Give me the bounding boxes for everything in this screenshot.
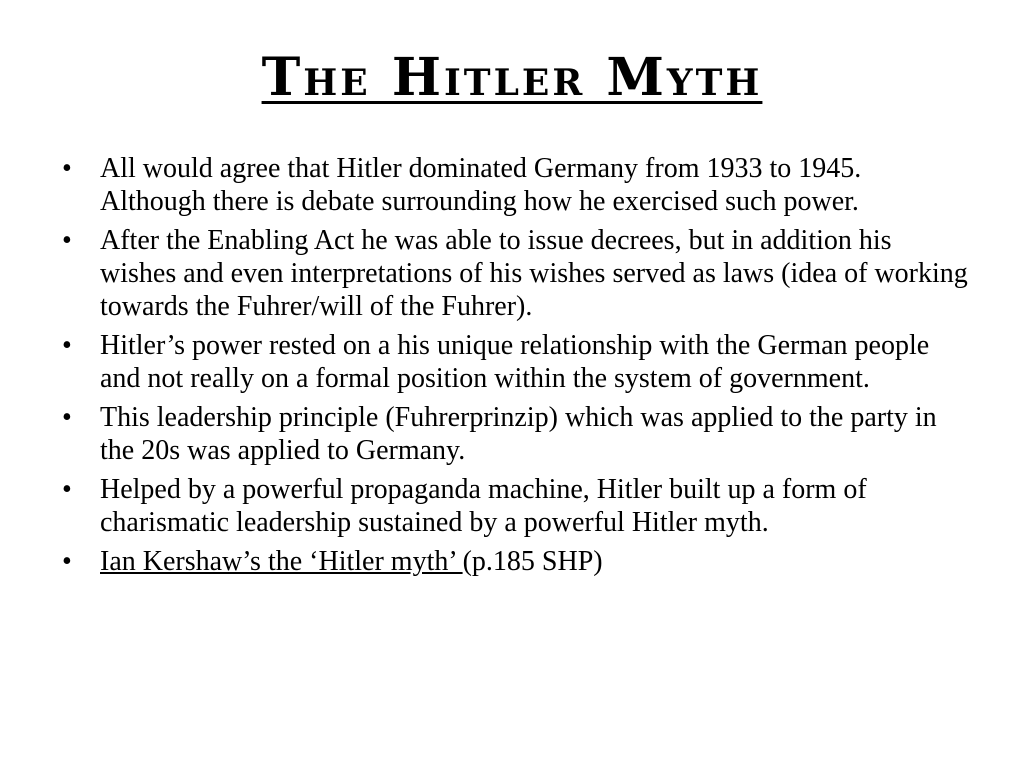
bullet-item	[62, 473, 972, 539]
bullet-dot-icon: •	[62, 330, 72, 361]
bullet-dot-icon: •	[62, 153, 72, 184]
bullet-list	[62, 152, 972, 584]
bullet-dot-icon: •	[62, 402, 72, 433]
bullet-item	[62, 329, 972, 395]
bullet-dot-icon: •	[62, 546, 72, 577]
bullet-text: This leadership principle (Fuhrerprinzip) which was applied to the party in the 20s was applied to Germany.	[100, 402, 937, 466]
bullet-item	[62, 401, 972, 467]
reference-page-text: (p.185 SHP)	[462, 546, 603, 577]
bullet-item	[62, 152, 972, 218]
slide-title: The Hitler Myth	[261, 47, 763, 108]
bullet-text: All would agree that Hitler dominated Germany from 1933 to 1945. Although there is debate surrounding how he exercised such power.	[100, 153, 862, 217]
reference-item	[62, 545, 972, 578]
bullet-text: Hitler’s power rested on a his unique relationship with the German people and not really on a formal position within the system of government.	[100, 330, 930, 394]
bullet-item	[62, 224, 972, 323]
reference-link[interactable]: Ian Kershaw’s the ‘Hitler myth’	[100, 546, 463, 577]
bullet-dot-icon: •	[62, 225, 72, 256]
bullet-dot-icon: •	[62, 474, 72, 505]
bullet-text: Helped by a powerful propaganda machine, Hitler built up a form of charismatic leadership sustained by a powerful Hitler myth.	[100, 474, 867, 538]
bullet-text: After the Enabling Act he was able to issue decrees, but in addition his wishes and even interpretations of his wishes served as laws (idea of working towards the Fuhrer/will of the Fuhrer).	[100, 225, 968, 322]
